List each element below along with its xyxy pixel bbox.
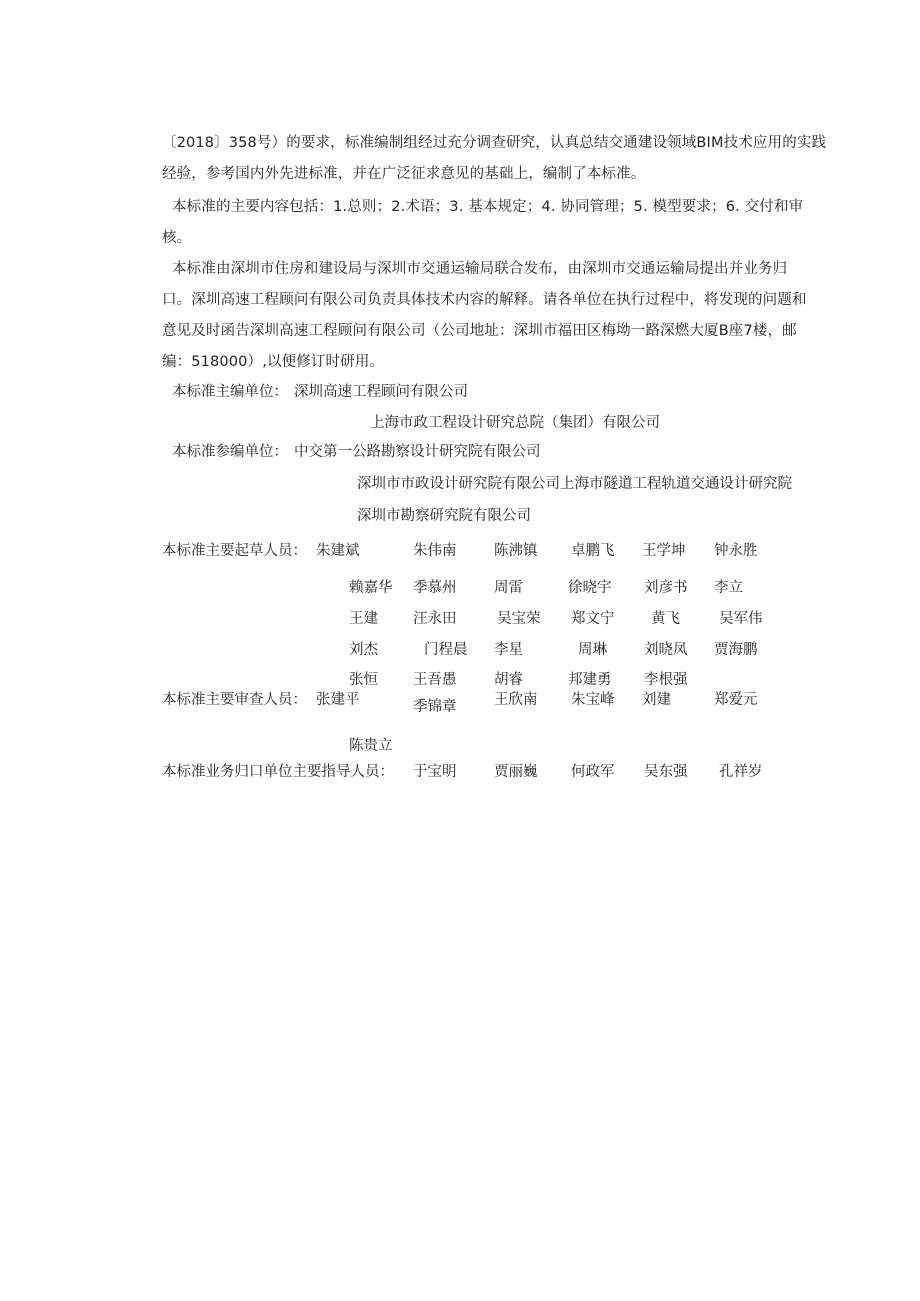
paragraph-line: 本标准由深圳市住房和建设局与深圳市交通运输局联合发布，由深圳市交通运输局提出并业务归 (172, 261, 788, 277)
person-name: 王欣南 (494, 692, 538, 708)
person-name: 王吾愚 (413, 672, 457, 688)
person-name: 刘晓凤 (644, 642, 688, 658)
person-name: 赖嘉华 (349, 580, 393, 596)
person-name: 徐晓宇 (568, 580, 612, 596)
participating-unit-label: 本标准参编单位： (172, 444, 288, 460)
paragraph-line: 意见及时函告深圳高速工程顾问有限公司（公司地址：深圳市福田区梅坳一路深燃大厦B座7楼，邮 (162, 323, 797, 339)
person-name: 王建 (349, 611, 378, 627)
person-name: 卓鹏飞 (571, 543, 615, 559)
person-name: 黄飞 (651, 611, 680, 627)
person-name: 季锦章 (413, 699, 457, 715)
reviewers-label: 本标准主要审查人员： (162, 692, 307, 708)
person-name: 陈贵立 (349, 738, 393, 754)
person-name: 何政军 (571, 764, 615, 780)
person-name: 周琳 (578, 642, 607, 658)
paragraph-line: 〔2018〕358号）的要求，标准编制组经过充分调查研究，认真总结交通建设领域BIM技术应用的实践 (162, 135, 827, 151)
paragraph-line: 核。 (162, 230, 192, 246)
person-name: 贾海鹏 (714, 642, 758, 658)
chief-editor-unit: 深圳高速工程顾问有限公司 (294, 384, 468, 400)
person-name: 邦建勇 (568, 672, 612, 688)
person-name: 张建平 (316, 692, 360, 708)
person-name: 周雷 (494, 580, 523, 596)
person-name: 陈沸镇 (494, 543, 538, 559)
participating-unit: 深圳市勘察研究院有限公司 (357, 508, 531, 524)
person-name: 刘彦书 (644, 580, 688, 596)
paragraph-line: 经验，参考国内外先进标准，并在广泛征求意见的基础上，编制了本标准。 (162, 166, 646, 182)
paragraph-line: 口。深圳高速工程顾问有限公司负责具体技术内容的解释。请各单位在执行过程中，将发现的问题和 (162, 292, 807, 308)
person-name: 吴宝荣 (497, 611, 541, 627)
person-name: 刘建 (642, 692, 671, 708)
participating-unit: 中交第一公路勘察设计研究院有限公司 (294, 444, 541, 460)
person-name: 朱宝峰 (571, 692, 615, 708)
person-name: 门程晨 (424, 642, 468, 658)
person-name: 于宝明 (413, 764, 457, 780)
person-name: 孔祥岁 (719, 764, 763, 780)
person-name: 李立 (714, 580, 743, 596)
person-name: 郑文宁 (571, 611, 615, 627)
person-name: 钟永胜 (714, 543, 758, 559)
person-name: 朱伟南 (413, 543, 457, 559)
guidance-label: 本标准业务归口单位主要指导人员： (162, 764, 394, 780)
person-name: 吴东强 (644, 764, 688, 780)
chief-editor-unit: 上海市政工程设计研究总院（集团）有限公司 (370, 415, 660, 431)
person-name: 贾丽巍 (494, 764, 538, 780)
person-name: 胡睿 (494, 672, 523, 688)
person-name: 季慕州 (413, 580, 457, 596)
person-name: 吴军伟 (719, 611, 763, 627)
drafters-label: 本标准主要起草人员： (162, 543, 307, 559)
paragraph-line: 本标准的主要内容包括：1.总则；2.术语；3. 基本规定；4. 协同管理；5. 模型要求；6. 交付和审 (172, 199, 804, 215)
person-name: 汪永田 (413, 611, 457, 627)
chief-editor-label: 本标准主编单位： (172, 384, 288, 400)
person-name: 刘杰 (349, 642, 378, 658)
person-name: 李星 (494, 642, 523, 658)
person-name: 朱建斌 (316, 543, 360, 559)
participating-unit: 深圳市市政设计研究院有限公司上海市隧道工程轨道交通设计研究院 (357, 476, 792, 492)
person-name: 张恒 (349, 672, 378, 688)
person-name: 李根强 (644, 672, 688, 688)
person-name: 郑爱元 (714, 692, 758, 708)
person-name: 王学坤 (642, 543, 686, 559)
paragraph-line: 编：518000）,以便修订时研用。 (162, 354, 385, 370)
